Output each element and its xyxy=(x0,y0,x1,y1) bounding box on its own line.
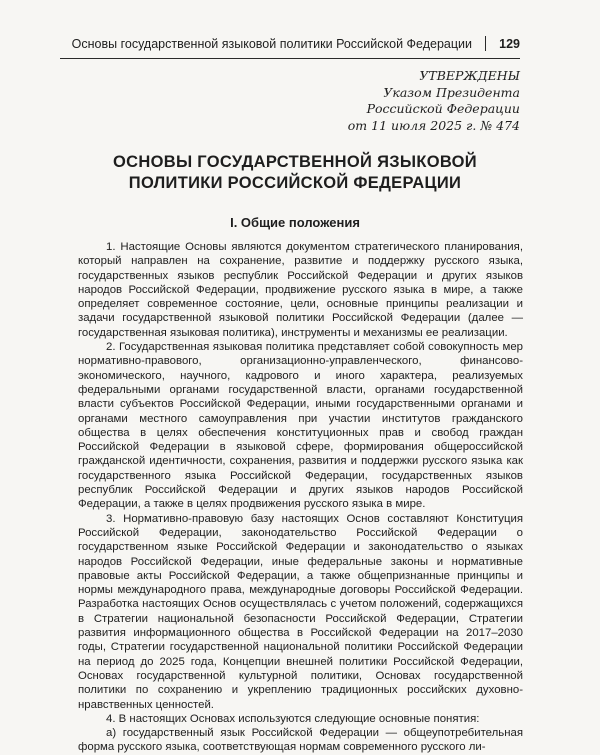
approval-line: Российской Федерации xyxy=(366,101,520,116)
running-header xyxy=(60,34,520,59)
page-number: 129 xyxy=(499,37,520,51)
approval-line: УТВЕРЖДЕНЫ xyxy=(419,68,520,83)
paragraph: а) государственный язык Российской Федерации — общеупотребительная форма русского языка, соответствующая нормам современного русского ли- xyxy=(78,727,523,754)
document-title xyxy=(60,152,530,194)
section-heading: I. Общие положения xyxy=(230,215,360,230)
paragraph: 1. Настоящие Основы являются документом стратегического планирования, который направлен на сохранение, развитие и поддержку русского языка, государственных языков республик Российской Федерации и других языков народов Российской Федерации, продвижение русского языка в мире, а также определяет современное состояние, цели, основные принципы реализации и задачи государственной языковой политики Российской Федерации (далее — государственная языковая политика), инструменты и механизмы ее реализации. xyxy=(78,241,523,339)
header-separator xyxy=(485,36,486,51)
body-text xyxy=(78,240,523,755)
document-title-line: ОСНОВЫ ГОСУДАРСТВЕННОЙ ЯЗЫКОВОЙ xyxy=(113,153,477,171)
paragraph: 3. Нормативно-правовую базу настоящих Основ составляют Конституция Российской Федерации, законодательство Российской Федерации о государственном языке Российской Федерации и законодательство о языках народов Российской Федерации, иные федеральные законы и нормативные правовые акты Российской Федерации, а также общепризнанные принципы и нормы международного права, международные договоры Российской Федерации. Разработка настоящих Основ осуществлялась с учетом положений, содержащихся в Стратегии национальной безопасности Российской Федерации, Стратегии развития информационного общества в Российской Федерации на 2017–2030 годы, Стратегии государственной национальной политики Российской Федерации на период до 2025 года, Концепции внешней политики Российской Федерации, Основах государственной культурной политики, Основах государственной политики по сохранению и укреплению традиционных российских духовно-нравственных ценностей. xyxy=(78,512,523,711)
document-title-line: ПОЛИТИКИ РОССИЙСКОЙ ФЕДЕРАЦИИ xyxy=(128,174,462,192)
paragraph: 2. Государственная языковая политика представляет собой совокупность мер нормативно-правового, организационно-управленческого, финансово-экономического, научного, кадрового и иного характера, реализуемых федеральными органами государственной власти, органами государственной власти субъектов Российской Федерации, иными государственными органами и органами местного самоуправления при участии институтов гражданского общества в целях обеспечения конституционных прав и свобод граждан Российской Федерации в языковой сфере, формирования общероссийской гражданской идентичности, сохранения, развития и поддержки русского языка как государственного языка Российской Федерации, государственных языков республик Российской Федерации и других языков народов Российской Федерации, а также в целях продвижения русского языка в мире. xyxy=(78,341,523,511)
approval-block xyxy=(348,68,520,134)
approval-line: от 11 июля 2025 г. № 474 xyxy=(347,117,520,133)
paragraph: 4. В настоящих Основах используются следующие основные понятия: xyxy=(106,712,480,725)
header-title: Основы государственной языковой политики Российской Федерации xyxy=(71,37,472,51)
approval-line: Указом Президента xyxy=(383,84,520,100)
